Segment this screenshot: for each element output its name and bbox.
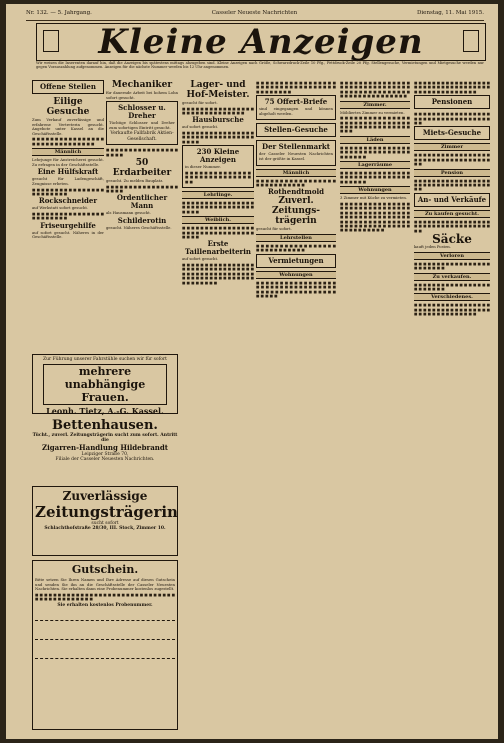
ad-tietz bbox=[32, 354, 178, 417]
ad-text: auf sofort gesucht. Näheres in der Geschäftsstelle. bbox=[32, 229, 104, 240]
section-heading: Weiblich. bbox=[182, 216, 254, 224]
ad-heading: Rothendtmold bbox=[267, 187, 325, 197]
ad-vermietungen bbox=[256, 254, 336, 268]
ad-stellen-gesuche bbox=[256, 123, 336, 137]
masthead-title: Kleine Anzeigen bbox=[98, 22, 424, 62]
ad-heading: Zuverl. Zeitungs-trägerin bbox=[271, 196, 321, 227]
ad-address: Leipziger Straße 70, bbox=[81, 451, 129, 457]
ad-text: auf sofort gesucht. bbox=[182, 124, 219, 130]
coupon-text: Bitte setzen Sie Ihren Namen und Ihre Adresse auf diesen Gutschein und senden Sie ihn an die Geschäftsstelle der Casseler Neuesten Nachrichten. Sie erhalten dann eine Probenummer kostenlos zugestellt. bbox=[35, 577, 175, 592]
ad-mietsgesuche bbox=[414, 126, 490, 140]
ad-heading: Mechaniker bbox=[111, 80, 173, 90]
ad-heading: Eine Hülfskraft bbox=[37, 167, 99, 177]
column-2: Mechaniker für dauernde Arbeit bei hohem Lohn sofort gesucht. Schlosser u. Dreher Tüchtige Schlosser und Dreher zum sofortigen Eintritt gesucht. Verkaufte Fallfabrik Aktien-Gesellschaft. ■ ■ ■ ■ ■ ■ ■ ■ ■ ■ ■ ■ ■ ■ ■ ■ ■ ■ ■ ■ 50 Erdarbeiter gesucht. Zu melden Bauplatz. ■ ■ ■ ■ ■ ■ ■ ■ ■ ■ ■ ■ ■ ■ ■ ■ ■ ■ ■ ■ Ordentlicher Mann als Hausmann gesucht. Schilderotin gesucht. Näheres Geschäftsstelle. bbox=[106, 80, 178, 230]
section-heading: Miets-Gesuche bbox=[422, 128, 482, 138]
ad-text: als Hausmann gesucht. bbox=[106, 210, 151, 216]
ad-text: sucht sofort bbox=[91, 521, 119, 526]
issue-number: Nr. 132. — 5. Jahrgang. bbox=[26, 10, 92, 16]
section-heading: Lagerräume bbox=[340, 161, 410, 169]
ad-heading: Zuverlässige bbox=[62, 489, 148, 503]
ad-230-anzeigen: 230 Kleine Anzeigen in dieser Nummer. ■ ■ ■ ■ ■ ■ ■ ■ ■ ■ ■ ■ ■ ■ ■ ■ ■ ■ ■ ■ ■ ■ ■ ■ ■ ■ ■ ■ ■ ■ bbox=[182, 145, 254, 188]
column-6: ■ ■ ■ ■ ■ ■ ■ ■ ■ ■ ■ ■ ■ ■ ■ ■ ■ ■ ■ ■ ■ ■ ■ ■ ■ ■ ■ ■ ■ ■ ■ ■ ■ ■ ■ ■ ■ ■ ■ ■ ■ ■ ■ ■ ■ ■ ■ ■ Pensionen ■ ■ ■ ■ ■ ■ ■ ■ ■ ■ ■ ■ ■ ■ ■ ■ ■ ■ ■ ■ ■ ■ ■ ■ ■ ■ ■ ■ ■ ■ ■ ■ ■ ■ ■ ■ Miets-Gesuche Zimmer ■ ■ ■ ■ ■ ■ ■ ■ ■ ■ ■ ■ ■ ■ ■ ■ ■ ■ ■ ■ ■ ■ ■ ■ ■ ■ ■ ■ ■ ■ ■ ■ ■ ■ ■ ■ Pension ■ ■ ■ ■ ■ ■ ■ ■ ■ ■ ■ ■ ■ ■ ■ ■ ■ ■ ■ ■ ■ ■ ■ ■ ■ ■ ■ ■ ■ ■ ■ ■ ■ ■ ■ ■ An- und Verkäufe Zu kaufen gesucht. ■ ■ ■ ■ ■ ■ ■ ■ ■ ■ ■ ■ ■ ■ ■ ■ ■ ■ ■ ■ ■ ■ ■ ■ ■ ■ ■ ■ ■ ■ ■ ■ ■ ■ ■ ■ Säcke kauft jeden Posten. Verloren ■ ■ ■ ■ ■ ■ ■ ■ ■ ■ ■ ■ ■ ■ ■ ■ ■ ■ ■ ■ ■ ■ ■ ■ Zu verkaufen. ■ ■ ■ ■ ■ ■ ■ ■ ■ ■ ■ ■ ■ ■ ■ ■ ■ ■ ■ ■ ■ ■ ■ ■ Verschiedenes. ■ ■ ■ ■ ■ ■ ■ ■ ■ ■ ■ ■ ■ ■ ■ ■ ■ ■ ■ ■ ■ ■ ■ ■ ■ ■ ■ ■ ■ ■ ■ ■ ■ ■ ■ ■ ■ ■ ■ ■ ■ ■ ■ ■ ■ ■ ■ ■ bbox=[414, 81, 490, 317]
ad-company: Zigarren-Handlung Hildebrandt bbox=[42, 442, 168, 452]
ad-heading: 50 Erdarbeiter bbox=[112, 158, 172, 178]
ad-heading: Hausbursche bbox=[192, 115, 244, 125]
ad-text: sind eingegangen und können abgeholt werden. bbox=[259, 106, 333, 116]
masthead-ornament-right bbox=[463, 30, 479, 52]
coupon-box: Gutschein. Bitte setzen Sie Ihren Namen und Ihre Adresse auf diesen Gutschein und senden Sie ihn an die Geschäftsstelle der Casseler Neuesten Nachrichten. Sie erhalten dann eine Probenummer kostenlos zugestellt. ■ ■ ■ ■ ■ ■ ■ ■ ■ ■ ■ ■ ■ ■ ■ ■ ■ ■ ■ ■ ■ ■ ■ ■ ■ ■ ■ ■ ■ ■ ■ ■ ■ ■ ■ ■ ■ ■ ■ ■ ■ ■ ■ ■ Sie erhalten kostenlos Probenummer. bbox=[32, 560, 178, 730]
ad-text: Möbliertes Zimmer zu vermieten. bbox=[340, 109, 405, 115]
ad-pensionen bbox=[414, 95, 490, 109]
ad-heading: Säcke bbox=[432, 232, 472, 247]
masthead-notice: Wir weisen die Inserenten darauf hin, daß die Anzeigen bis spätestens mittags abzugeben sind. Kleine Anzeigen nach Größe, Schwarzdruck-Zeile 10 Pfg., Fettdruck-Zeile 20 Pfg. Stellengesuche, Vermietungen und Mietgesuche werden nur gegen Vorauszahlung aufgenommen. Anzeigen für die nächste Nummer werden bis 12 Uhr angenommen. bbox=[36, 61, 484, 70]
ad-big-heading: Zeitungsträgerin bbox=[35, 503, 178, 521]
ad-text: für dauernde Arbeit bei hohem Lohn sofort gesucht. bbox=[106, 90, 178, 100]
ad-heading: Erste Taillenarbeiterin bbox=[185, 239, 251, 257]
section-heading: Pension bbox=[414, 169, 490, 177]
section-heading: Männlich bbox=[32, 148, 104, 156]
ad-schlosser bbox=[106, 101, 178, 145]
column-4: ■ ■ ■ ■ ■ ■ ■ ■ ■ ■ ■ ■ ■ ■ ■ ■ ■ ■ ■ ■ ■ ■ ■ ■ ■ ■ ■ ■ ■ ■ ■ ■ ■ ■ ■ ■ ■ ■ ■ ■ ■ ■ 75 Offert-Briefe sind eingegangen und können abgeholt werden. Stellen-Gesuche Der Stellenmarkt der Casseler Neuesten Nachrichten ist der größte in Kassel. Männlich ■ ■ ■ ■ ■ ■ ■ ■ ■ ■ ■ ■ ■ ■ ■ ■ ■ ■ ■ ■ ■ ■ ■ ■ ■ ■ ■ ■ Rothendtmold Zuverl. Zeitungs-trägerin gesucht für sofort. Lehrstellen ■ ■ ■ ■ ■ ■ ■ ■ ■ ■ ■ ■ ■ ■ ■ ■ ■ ■ ■ ■ ■ ■ ■ ■ ■ ■ ■ ■ Vermietungen Wohnungen ■ ■ ■ ■ ■ ■ ■ ■ ■ ■ ■ ■ ■ ■ ■ ■ ■ ■ ■ ■ ■ ■ ■ ■ ■ ■ ■ ■ ■ ■ ■ ■ ■ ■ ■ ■ ■ ■ ■ ■ ■ ■ ■ ■ ■ ■ ■ ■ ■ ■ ■ ■ ■ ■ ■ ■ bbox=[256, 81, 336, 299]
section-heading: An- und Verkäufe bbox=[417, 194, 487, 204]
section-heading: Zimmer bbox=[414, 143, 490, 151]
ad-text: Lehrjunge für Anstreicherei gesucht. Zu erfragen in der Geschäftsstelle. bbox=[32, 157, 104, 167]
ad-text: auf Werkstatt sofort gesucht. bbox=[32, 205, 89, 211]
ad-heading: Lager- und Hof-Meister. bbox=[186, 80, 250, 100]
ad-text: kauft jeden Posten. bbox=[414, 244, 451, 250]
ad-text: gesucht für sofort. bbox=[256, 226, 292, 232]
coupon-name-line[interactable] bbox=[35, 620, 175, 639]
masthead bbox=[36, 23, 486, 61]
column-3: Lager- und Hof-Meister. gesucht für sofort. ■ ■ ■ ■ ■ ■ ■ ■ ■ ■ ■ ■ ■ ■ ■ ■ ■ ■ ■ ■ ■ ■ ■ ■ ■ ■ ■ ■ ■ ■ Hausbursche auf sofort gesucht. ■ ■ ■ ■ ■ ■ ■ ■ ■ ■ ■ ■ ■ ■ ■ ■ ■ ■ ■ ■ ■ ■ ■ ■ ■ ■ ■ ■ ■ ■ ■ ■ ■ ■ ■ ■ 230 Kleine Anzeigen in dieser Nummer. ■ ■ ■ ■ ■ ■ ■ ■ ■ ■ ■ ■ ■ ■ ■ ■ ■ ■ ■ ■ ■ ■ ■ ■ ■ ■ ■ ■ ■ ■ Lehrlinge. ■ ■ ■ ■ ■ ■ ■ ■ ■ ■ ■ ■ ■ ■ ■ ■ ■ ■ ■ ■ ■ ■ ■ ■ ■ ■ ■ ■ ■ ■ ■ ■ ■ ■ ■ ■ Weiblich. ■ ■ ■ ■ ■ ■ ■ ■ ■ ■ ■ ■ ■ ■ ■ ■ ■ ■ ■ ■ ■ ■ ■ ■ ■ ■ ■ ■ ■ ■ ■ ■ ■ ■ ■ ■ Erste Taillenarbeiterin auf sofort gesucht. ■ ■ ■ ■ ■ ■ ■ ■ ■ ■ ■ ■ ■ ■ ■ ■ ■ ■ ■ ■ ■ ■ ■ ■ ■ ■ ■ ■ ■ ■ ■ ■ ■ ■ ■ ■ ■ ■ ■ ■ ■ ■ ■ ■ ■ ■ ■ ■ ■ ■ ■ ■ ■ ■ ■ ■ ■ ■ ■ ■ ■ ■ ■ ■ ■ ■ ■ ■ ■ ■ ■ ■ bbox=[182, 80, 254, 285]
ad-text: gesucht. Näheres Geschäftsstelle. bbox=[106, 225, 172, 230]
ad-heading: Schilderotin bbox=[117, 216, 167, 225]
section-heading: Stellen-Gesuche bbox=[264, 125, 328, 135]
ad-text: gesucht für Ladengeschäft, Zeugnisse erbeten. bbox=[32, 176, 104, 186]
section-heading: Pensionen bbox=[431, 97, 473, 107]
ad-text: der Casseler Neuesten Nachrichten ist der größte in Kassel. bbox=[259, 151, 333, 161]
coupon-city-line[interactable] bbox=[35, 658, 175, 677]
ad-heading: Friseurgehilfe bbox=[40, 220, 96, 230]
column-1: Offene Stellen Eilige Gesuche Zum Verkauf zuverlässige und erfahrene Vertreterin gesucht. Angebote unter Kassel an die Geschäftsstelle. ■ ■ ■ ■ ■ ■ ■ ■ ■ ■ ■ ■ ■ ■ ■ ■ ■ ■ ■ ■ ■ ■ ■ ■ ■ ■ ■ ■ ■ ■ Männlich Lehrjunge für Anstreicherei gesucht. Zu erfragen in der Geschäftsstelle. Eine Hülfskraft gesucht für Ladengeschäft, Zeugnisse erbeten. ■ ■ ■ ■ ■ ■ ■ ■ ■ ■ ■ ■ ■ ■ ■ ■ ■ ■ ■ ■ ■ ■ ■ ■ Rockschneider auf Werkstatt sofort gesucht. ■ ■ ■ ■ ■ ■ ■ ■ ■ ■ ■ ■ ■ ■ ■ ■ ■ ■ ■ ■ ■ ■ ■ ■ Friseurgehilfe auf sofort gesucht. Näheres in der Geschäftsstelle. bbox=[32, 82, 104, 240]
masthead-ornament-left bbox=[43, 30, 59, 52]
section-heading: Wohnungen bbox=[256, 271, 336, 279]
ad-text: gesucht für sofort. bbox=[182, 100, 218, 105]
ad-address: Schlachthofstraße 28/30, III. Stock, Zimmer 10. bbox=[44, 526, 166, 532]
section-heading: Zu kaufen gesucht. bbox=[414, 210, 490, 218]
section-heading: Wohnungen bbox=[340, 186, 410, 194]
ad-heading: Eilige Gesuche bbox=[46, 97, 90, 117]
section-heading: Vermietungen bbox=[268, 255, 324, 265]
ad-heading: Schlosser u. Dreher bbox=[118, 103, 166, 121]
section-heading: Verschiedenes. bbox=[414, 293, 490, 301]
ad-heading: Der Stellenmarkt bbox=[262, 142, 330, 152]
ad-heading: 75 Offert-Briefe bbox=[264, 97, 328, 107]
ad-text: Zum Verkauf zuverlässige und erfahrene Vertreterin gesucht. Angebote unter Kassel an die Geschäftsstelle. bbox=[32, 117, 104, 136]
ad-heading: Ordentlicher Mann bbox=[116, 193, 168, 211]
ad-text: Tüchtige Schlosser und Dreher zum sofortigen Eintritt gesucht. bbox=[109, 120, 175, 130]
issue-date: Dienstag, 11. Mai 1915. bbox=[417, 10, 484, 16]
ad-offene-stellen bbox=[32, 80, 104, 94]
ad-note: Filiale der Casseler Neuesten Nachrichten. bbox=[55, 457, 155, 463]
ad-text: gesucht. Zu melden Bauplatz. bbox=[106, 178, 164, 183]
coupon-note: Sie erhalten kostenlos Probenummer. bbox=[57, 602, 153, 608]
newspaper-page bbox=[6, 4, 498, 739]
ad-text: Zur Führung unserer Fahrstühle suchen wir für sofort bbox=[43, 357, 167, 362]
paper-name: Casseler Neueste Nachrichten bbox=[211, 10, 298, 16]
page-header bbox=[26, 10, 484, 21]
section-heading: Offene Stellen bbox=[40, 82, 96, 91]
ad-an-verkaeufe bbox=[414, 193, 490, 207]
ad-heading: mehrere unabhängige Frauen. bbox=[64, 365, 146, 405]
section-heading: Männlich bbox=[256, 169, 336, 177]
ad-company: Verkaufte Fallfabrik Aktien-Gesellschaft. bbox=[110, 131, 174, 142]
coupon-address-line[interactable] bbox=[35, 639, 175, 658]
ad-bettenhausen bbox=[32, 418, 178, 482]
ad-text: auf sofort gesucht. bbox=[182, 256, 219, 262]
ad-heading: 230 Kleine Anzeigen bbox=[196, 147, 240, 165]
ad-text: in dieser Nummer. bbox=[185, 164, 221, 170]
ad-stellenmarkt bbox=[256, 140, 336, 165]
section-heading: Zimmer. bbox=[340, 101, 410, 109]
ad-company: Leonh. Tietz, A.-G. Kassel. bbox=[46, 406, 164, 417]
coupon-heading: Gutschein. bbox=[71, 563, 139, 576]
column-5: ■ ■ ■ ■ ■ ■ ■ ■ ■ ■ ■ ■ ■ ■ ■ ■ ■ ■ ■ ■ ■ ■ ■ ■ ■ ■ ■ ■ ■ ■ ■ ■ ■ ■ ■ ■ ■ ■ ■ ■ ■ ■ ■ ■ ■ ■ ■ ■ ■ ■ ■ ■ ■ ■ ■ ■ ■ ■ ■ ■ Zimmer. Möbliertes Zimmer zu vermieten. ■ ■ ■ ■ ■ ■ ■ ■ ■ ■ ■ ■ ■ ■ ■ ■ ■ ■ ■ ■ ■ ■ ■ ■ ■ ■ ■ ■ ■ ■ ■ ■ ■ ■ ■ ■ ■ ■ ■ ■ ■ ■ ■ ■ ■ ■ ■ ■ Läden ■ ■ ■ ■ ■ ■ ■ ■ ■ ■ ■ ■ ■ ■ ■ ■ ■ ■ ■ ■ ■ ■ ■ ■ ■ ■ ■ ■ ■ ■ ■ ■ ■ ■ ■ ■ Lagerräume ■ ■ ■ ■ ■ ■ ■ ■ ■ ■ ■ ■ ■ ■ ■ ■ ■ ■ ■ ■ ■ ■ ■ ■ ■ ■ ■ ■ ■ ■ ■ ■ ■ ■ ■ ■ Wohnungen 3 Zimmer mit Küche zu vermieten. ■ ■ ■ ■ ■ ■ ■ ■ ■ ■ ■ ■ ■ ■ ■ ■ ■ ■ ■ ■ ■ ■ ■ ■ ■ ■ ■ ■ ■ ■ ■ ■ ■ ■ ■ ■ ■ ■ ■ ■ ■ ■ ■ ■ ■ ■ ■ ■ ■ ■ ■ ■ ■ ■ ■ ■ ■ ■ ■ ■ ■ ■ ■ ■ ■ ■ ■ ■ ■ ■ ■ ■ ■ ■ ■ ■ ■ ■ ■ ■ ■ ■ ■ ■ ■ ■ ■ ■ ■ ■ ■ ■ ■ ■ ■ ■ ■ ■ ■ ■ bbox=[340, 81, 410, 233]
section-heading: Lehrstellen bbox=[256, 234, 336, 242]
ad-offert-briefe bbox=[256, 95, 336, 120]
section-heading: Läden bbox=[340, 136, 410, 144]
ad-zuverlaessige bbox=[32, 486, 178, 556]
ad-text: Tücht., zuverl. Zeitungsträgerin sucht zum sofort. Antritt die bbox=[32, 433, 178, 444]
ad-text: 3 Zimmer mit Küche zu vermieten. bbox=[340, 195, 408, 201]
ad-heading: Rockschneider bbox=[38, 196, 98, 206]
section-heading: Lehrlinge. bbox=[182, 191, 254, 199]
ad-heading: Bettenhausen. bbox=[52, 418, 158, 433]
section-heading: Zu verkaufen. bbox=[414, 273, 490, 281]
section-heading: Verloren bbox=[414, 252, 490, 260]
